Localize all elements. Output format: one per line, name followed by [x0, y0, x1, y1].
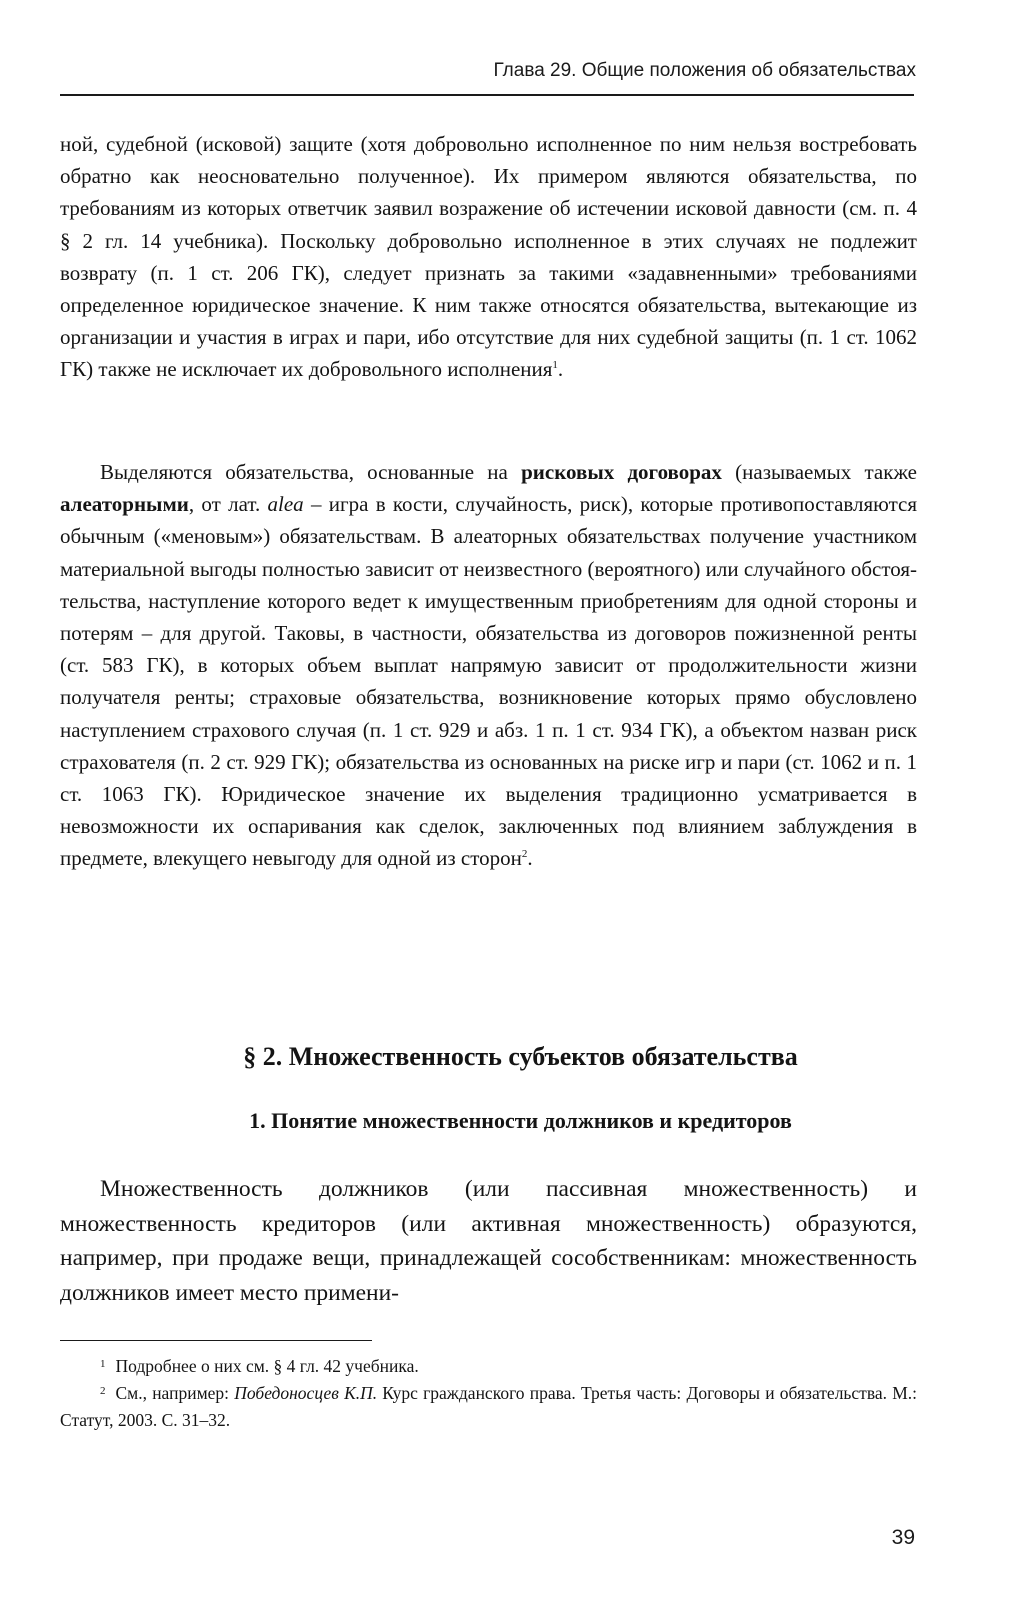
footnote-2 — [60, 1380, 917, 1434]
footnote-1-text: Подробнее о них см. § 4 гл. 42 учебника. — [115, 1356, 419, 1376]
footnote-2-after: Курс гражданского права. Третья часть: Договоры и обязательства. М.: Статут, 2003. С. 31–32. — [60, 1383, 917, 1430]
paragraph-2 — [60, 456, 917, 875]
paragraph-2-part-1: Выделяются обязательства, основанные на — [100, 460, 522, 484]
footnote-1 — [60, 1353, 917, 1380]
header-rule — [60, 94, 914, 96]
paragraph-continuation — [60, 128, 917, 386]
term-aleatory: алеаторными — [60, 492, 189, 517]
paragraph-3: Множественность должников (или пассивная множественность) и множественность кредиторов (или активная множественность) образуются, например, при продаже вещи, принадлежащей сособственникам: множественность должников имеет место примени- — [60, 1176, 917, 1306]
footnote-ref-1: 1 — [552, 359, 558, 372]
running-header: Глава 29. Общие положения об обязательствах — [493, 60, 916, 81]
paragraph-1-end: . — [557, 357, 564, 382]
footnote-2-author: Победоносцев К.П. — [234, 1383, 378, 1403]
paragraph-1-text: ной, судебной (исковой) защите (хотя добровольно исполненное по ним нельзя востребовать обратно как неосновательно полученное). Их примером являются обязательства, по требованиям из которых ответчик заявил возражение об истечении исковой давности (см. п. 4 § 2 гл. 14 учебника). Поскольку добровольно исполненное в этих случаях не подлежит возврату (п. 1 ст. 206 ГК), следует признать за такими «задавненными» требованиями определенное юридическое значение. К ним также относятся обязательства, вытекающие из организации и участия в играх и пари, ибо отсутствие для них судебной защиты (п. 1 ст. 1062 ГК) также не исключает их добровольного исполнения — [60, 132, 917, 382]
paragraph-aleatory — [60, 456, 917, 875]
footnote-2-number: 2 — [100, 1385, 106, 1397]
latin-term: alea — [267, 492, 304, 517]
page-number: 39 — [891, 1526, 915, 1549]
paragraph-2-end: . — [527, 846, 533, 871]
section-heading: § 2. Множественность субъектов обязательства — [243, 1042, 798, 1071]
paragraph-1 — [60, 128, 917, 386]
paragraph-2-part-3: , от лат. — [188, 492, 268, 517]
footnote-2-before: См., например: — [115, 1383, 235, 1403]
footnotes — [60, 1353, 917, 1434]
term-risk-contracts: рисковых договорах — [521, 460, 722, 484]
paragraph-2-part-4: – игра в кости, случайность, риск), которые противопоставляются обычным («меновым») обязательствам. В алеаторных обязательствах получение участником материальной выгоды полностью зависит от неизвестного (вероятного) или случайного обстоятельства, наступление которого ведет к имущественным приобретениям для одной стороны и потерям – для другой. Таковы, в частности, обязательства из договоров пожизненной ренты (ст. 583 ГК), в которых объем выплат напрямую зависит от продолжительности жизни получателя ренты; страховые обязательства, возникновение которых прямо обусловлено наступлением страхового случая (п. 1 ст. 929 и абз. 1 п. 1 ст. 934 ГК), а объектом назван риск страхователя (п. 2 ст. 929 ГК); обязательства из основанных на риске игр и пари (ст. 1062 и п. 1 ст. 1063 ГК). Юридическое значение их выделения традиционно усматривается в невозможности их оспаривания как сделок, заключенных под влиянием заблуждения в предмете, влекущего невыгоду для одной из сторон — [60, 492, 917, 871]
paragraph-2-part-2: (называемых также — [721, 460, 917, 484]
footnote-rule — [60, 1340, 372, 1341]
footnote-ref-2: 2 — [521, 848, 528, 861]
subsection-heading: 1. Понятие множественности должников и кредиторов — [249, 1108, 792, 1133]
footnote-1-number: 1 — [100, 1358, 106, 1370]
